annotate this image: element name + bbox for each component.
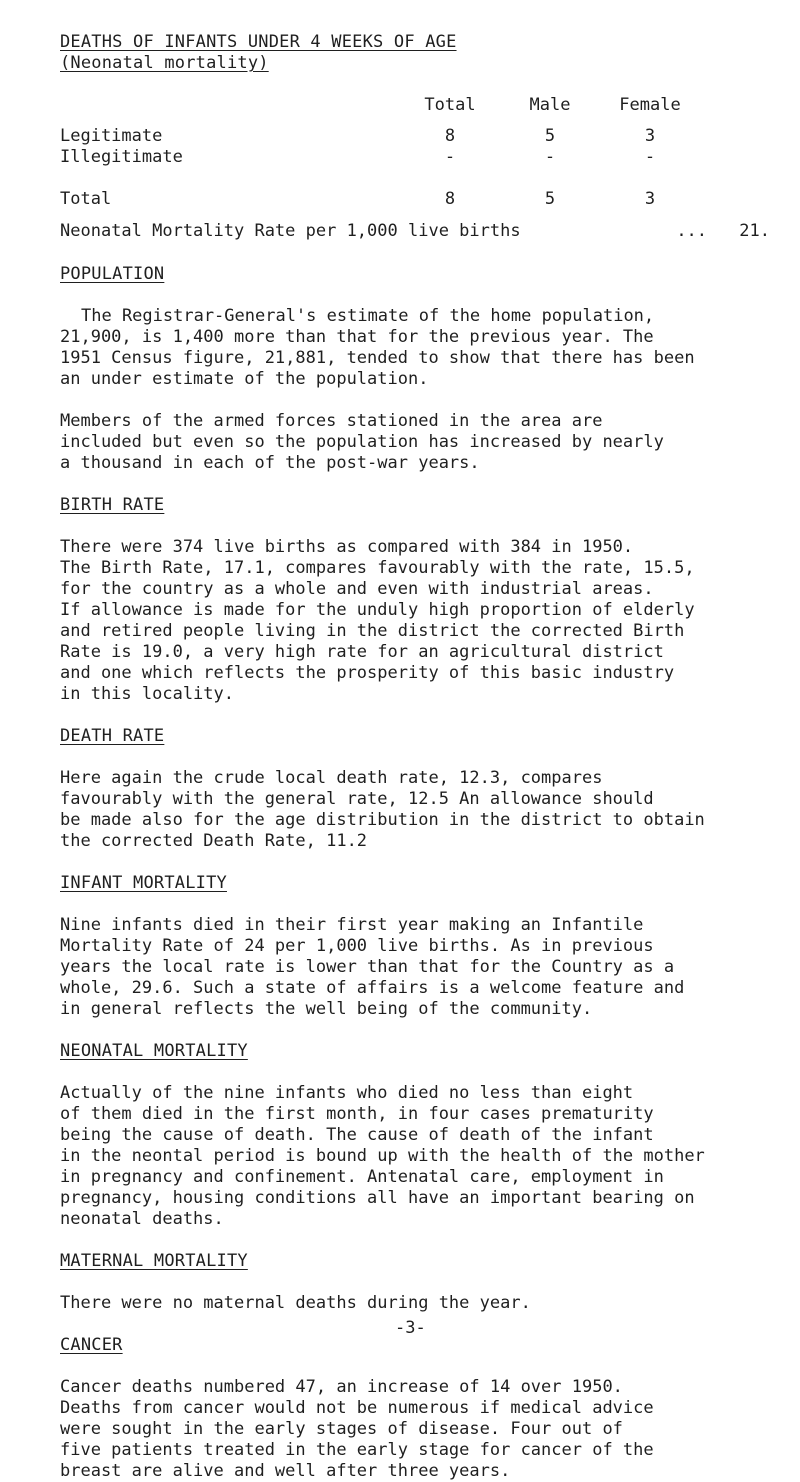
table-row	[60, 126, 700, 147]
row-male: -	[544, 147, 556, 167]
section-cancer	[60, 1335, 780, 1482]
paragraph: There were 374 live births as compared with 384 in 1950. The Birth Rate, 17.1, compares favourably with the rate, 15.5, for the country as a whole and even with industrial areas. If allowance is made for the unduly high proportion of elderly and retired people living in the district the corrected Birth Rate is 19.0, a very high rate for an agricultural district and one which reflects the prosperity of this basic industry in this locality.	[60, 537, 695, 704]
neonatal-rate-value: 21.	[739, 221, 770, 241]
section-heading: CANCER	[60, 1335, 123, 1355]
row-female: 3	[644, 189, 656, 209]
section-maternal-mortality	[60, 1251, 780, 1314]
row-total: -	[444, 147, 456, 167]
row-male: 5	[544, 126, 556, 146]
neonatal-rate-dots: ...	[676, 221, 708, 241]
section-heading: DEATH RATE	[60, 726, 165, 746]
document-page	[60, 32, 780, 1482]
neonatal-rate-label: Neonatal Mortality Rate per 1,000 live births	[60, 221, 521, 241]
neonatal-rate-line	[60, 221, 770, 242]
section-heading: MATERNAL MORTALITY	[60, 1251, 248, 1271]
column-header-female: Female	[619, 95, 681, 115]
section-heading: NEONATAL MORTALITY	[60, 1041, 248, 1061]
paragraph: Actually of the nine infants who died no less than eight of them died in the first month, in four cases prematurity being the cause of death. The cause of death of the infant in the neontal period is bound up with the health of the mother in pregnancy and confinement. Antenatal care, employment in pregnancy, housing conditions all have an important bearing on neonatal deaths.	[60, 1083, 705, 1229]
table-row	[60, 147, 700, 168]
section-birth-rate	[60, 495, 780, 705]
section-death-rate	[60, 726, 780, 852]
row-label: Total	[60, 189, 112, 209]
page-number: -3-	[395, 1318, 426, 1338]
paragraph: Members of the armed forces stationed in the area are included but even so the population has increased by nearly a thousand in each of the post-war years.	[60, 411, 664, 473]
row-label: Illegitimate	[60, 147, 183, 167]
paragraph: There were no maternal deaths during the year.	[60, 1293, 531, 1313]
row-total: 8	[444, 126, 456, 146]
column-header-male: Male	[529, 95, 571, 115]
infant-deaths-heading: DEATHS OF INFANTS UNDER 4 WEEKS OF AGE	[60, 32, 457, 52]
paragraph: Here again the crude local death rate, 12.3, compares favourably with the general rate, 12.5 An allowance should be made also for the age distribution in the district to obtain the corrected Death Rate, 11.2	[60, 768, 705, 851]
row-male: 5	[544, 189, 556, 209]
row-total: 8	[444, 189, 456, 209]
column-header-total: Total	[424, 95, 476, 115]
row-label: Legitimate	[60, 126, 163, 146]
table-row	[60, 189, 700, 210]
section-heading: BIRTH RATE	[60, 495, 165, 515]
section-heading: INFANT MORTALITY	[60, 873, 227, 893]
table-spacer-row	[60, 168, 700, 189]
section-heading: POPULATION	[60, 264, 165, 284]
section-neonatal-mortality	[60, 1041, 780, 1230]
neonatal-rate-value-group	[676, 221, 770, 242]
section-population	[60, 264, 780, 474]
section-infant-mortality	[60, 873, 780, 1020]
table-header-spacer	[60, 95, 400, 116]
infant-deaths-table	[60, 95, 700, 210]
table-header-row	[60, 95, 700, 116]
table-spacer-row	[60, 116, 700, 126]
paragraph: Nine infants died in their first year making an Infantile Mortality Rate of 24 per 1,000 live births. As in previous years the local rate is lower than that for the Country as a whole, 29.6. Such a state of affairs is a welcome feature and in general reflects the well being of the community.	[60, 915, 685, 1019]
row-female: -	[644, 147, 656, 167]
paragraph: The Registrar-General's estimate of the home population, 21,900, is 1,400 more than that for the previous year. The 1951 Census figure, 21,881, tended to show that there has been an under estimate of the population.	[60, 306, 695, 389]
row-female: 3	[644, 126, 656, 146]
paragraph: Cancer deaths numbered 47, an increase of 14 over 1950. Deaths from cancer would not be numerous if medical advice were sought in the early stages of disease. Four out of five patients treated in the early stage for cancer of the breast are alive and well after three years.	[60, 1377, 654, 1481]
infant-deaths-subheading: (Neonatal mortality)	[60, 53, 269, 73]
infant-deaths-block	[60, 32, 780, 242]
